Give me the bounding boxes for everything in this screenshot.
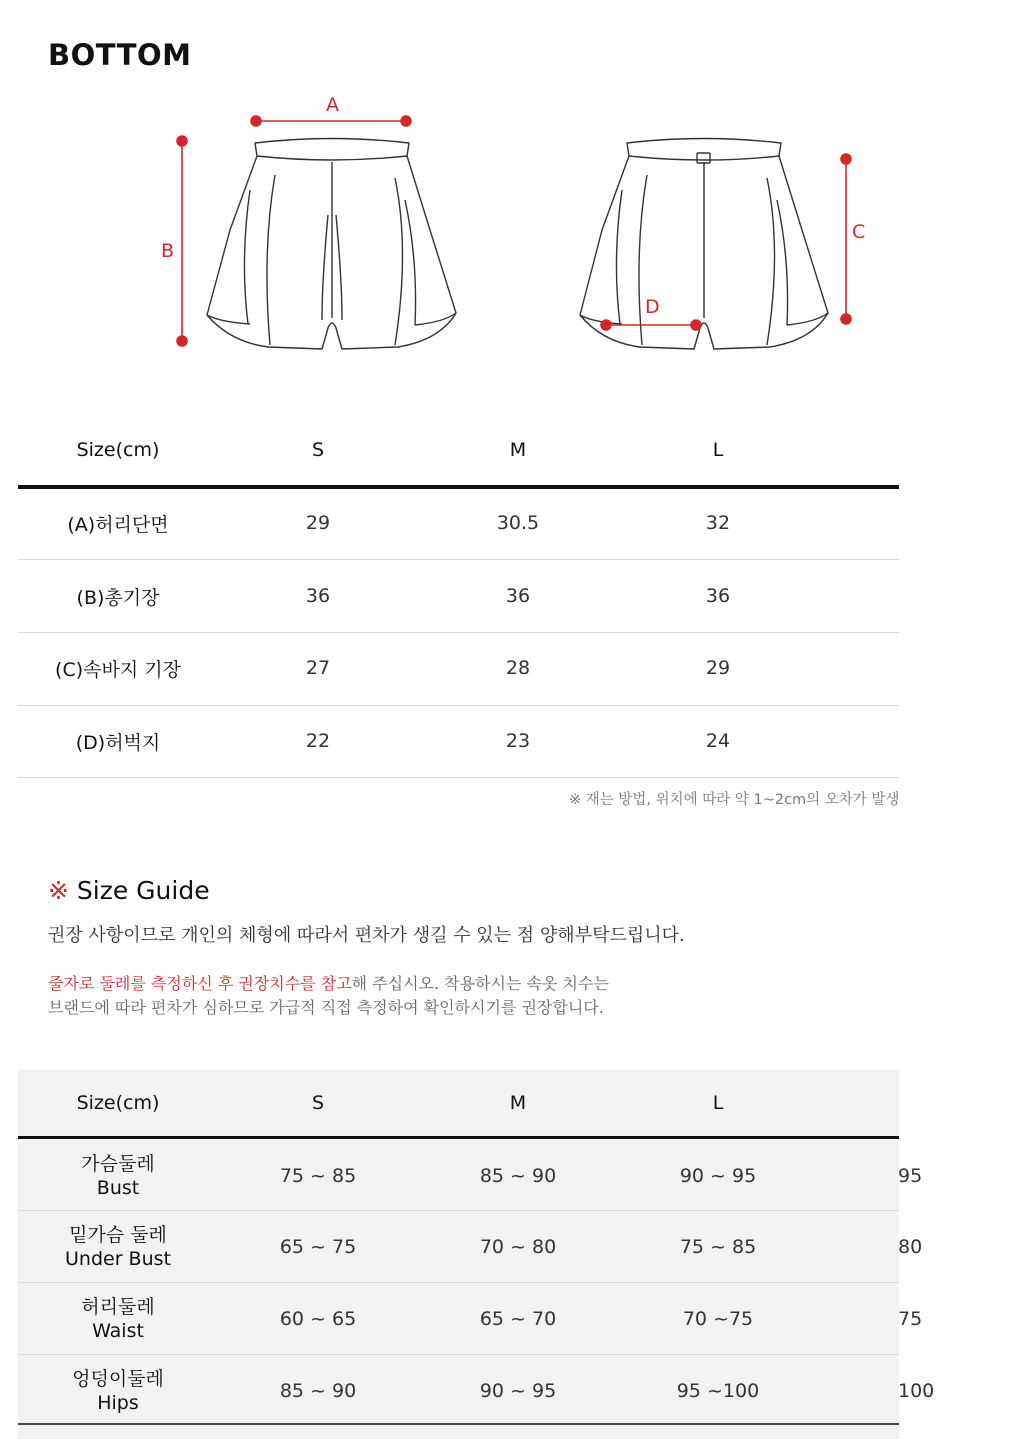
row-label: (A)허리단면 bbox=[67, 513, 169, 536]
table-row bbox=[18, 560, 899, 632]
cell-value: 80 bbox=[898, 1235, 923, 1258]
cell-value: 36 bbox=[705, 585, 731, 607]
page-title: BOTTOM bbox=[48, 38, 192, 72]
cell-value: 30.5 bbox=[496, 512, 540, 534]
cell-value: 32 bbox=[705, 512, 731, 534]
row-label bbox=[18, 1211, 218, 1282]
row-label: (D)허벅지 bbox=[75, 731, 161, 754]
header-m: M bbox=[509, 439, 527, 461]
table-row bbox=[18, 1211, 923, 1282]
header-l: L bbox=[712, 439, 724, 461]
cell-value: 65 ~ 70 bbox=[479, 1307, 557, 1330]
label-a: A bbox=[326, 94, 339, 116]
header-l: L bbox=[712, 1092, 724, 1114]
cell-value: 95 ~100 bbox=[676, 1379, 760, 1402]
skirt-front-icon bbox=[207, 139, 456, 350]
size-guide-line-2: 브랜드에 따라 편차가 심하므로 가급적 직접 측정하여 확인하시기를 권장합니다. bbox=[48, 998, 604, 1017]
row-label bbox=[18, 1283, 218, 1354]
size-guide-heading: Size Guide bbox=[76, 876, 210, 905]
row-label bbox=[18, 1140, 218, 1211]
measure-note: ※ 재는 방법, 위치에 따라 약 1~2cm의 오차가 발생 bbox=[569, 792, 900, 808]
row-label-en: Waist bbox=[92, 1319, 144, 1342]
body-table-header bbox=[18, 1070, 899, 1136]
cell-value: 70 ~75 bbox=[682, 1307, 754, 1330]
skirt-back-icon bbox=[580, 139, 828, 350]
cell-value: 36 bbox=[305, 585, 331, 607]
header-s: S bbox=[311, 439, 325, 461]
cell-value: 60 ~ 65 bbox=[279, 1307, 357, 1330]
cell-value: 29 bbox=[305, 512, 331, 534]
table-bottom-divider bbox=[18, 1423, 899, 1425]
row-label bbox=[18, 1355, 218, 1426]
cell-value: 75 ~ 85 bbox=[679, 1235, 757, 1258]
row-label-ko: 밑가슴 둘레 bbox=[69, 1223, 167, 1246]
cell-value: 95 bbox=[898, 1164, 923, 1187]
cell-value: 90 ~ 95 bbox=[479, 1379, 557, 1402]
row-divider bbox=[18, 777, 899, 778]
table-row bbox=[18, 1283, 923, 1354]
row-label-en: Bust bbox=[96, 1176, 140, 1199]
cell-value: 36 bbox=[505, 585, 531, 607]
row-label-ko: 가슴둘레 bbox=[81, 1152, 155, 1175]
label-c: C bbox=[852, 221, 866, 243]
header-divider bbox=[18, 1136, 899, 1139]
table-row bbox=[18, 705, 899, 777]
note-mark-icon: ※ bbox=[48, 876, 69, 905]
header-s: S bbox=[311, 1092, 325, 1114]
row-label: (B)총기장 bbox=[76, 586, 160, 609]
cell-value: 90 ~ 95 bbox=[679, 1164, 757, 1187]
label-b: B bbox=[161, 240, 175, 262]
cell-value: 65 ~ 75 bbox=[279, 1235, 357, 1258]
cell-value: 85 ~ 90 bbox=[479, 1164, 557, 1187]
skirt-diagram bbox=[0, 80, 899, 370]
cell-value: 100 bbox=[898, 1379, 935, 1402]
table-row bbox=[18, 632, 899, 704]
header-m: M bbox=[509, 1092, 527, 1114]
cell-value: 23 bbox=[505, 730, 531, 752]
row-label-ko: 허리둘레 bbox=[81, 1295, 155, 1318]
measure-table-header bbox=[18, 414, 899, 486]
row-label-en: Under Bust bbox=[65, 1247, 171, 1270]
header-size: Size(cm) bbox=[76, 439, 160, 461]
cell-value: 28 bbox=[505, 657, 531, 679]
size-guide-intro: 권장 사항이므로 개인의 체형에 따라서 편차가 생길 수 있는 점 양해부탁드립니다. bbox=[48, 925, 685, 946]
size-guide-line-1-rest: 해 주십시오. 착용하시는 속옷 치수는 bbox=[351, 974, 609, 993]
table-row bbox=[18, 487, 899, 559]
row-label: (C)속바지 기장 bbox=[55, 658, 181, 681]
row-label-en: Hips bbox=[97, 1391, 139, 1414]
cell-value: 24 bbox=[705, 730, 731, 752]
label-d: D bbox=[645, 296, 660, 318]
cell-value: 75 bbox=[898, 1307, 923, 1330]
table-row bbox=[18, 1355, 935, 1426]
row-label-ko: 엉덩이둘레 bbox=[72, 1367, 164, 1390]
size-guide-highlight: 줄자로 둘레를 측정하신 후 권장치수를 참고 bbox=[48, 974, 352, 993]
cell-value: 22 bbox=[305, 730, 331, 752]
table-row bbox=[18, 1140, 923, 1211]
cell-value: 29 bbox=[705, 657, 731, 679]
header-size: Size(cm) bbox=[76, 1092, 160, 1114]
size-guide-title bbox=[48, 876, 210, 905]
cell-value: 70 ~ 80 bbox=[479, 1235, 557, 1258]
size-guide-line-1 bbox=[48, 971, 609, 994]
cell-value: 85 ~ 90 bbox=[279, 1379, 357, 1402]
cell-value: 75 ~ 85 bbox=[279, 1164, 357, 1187]
cell-value: 27 bbox=[305, 657, 331, 679]
